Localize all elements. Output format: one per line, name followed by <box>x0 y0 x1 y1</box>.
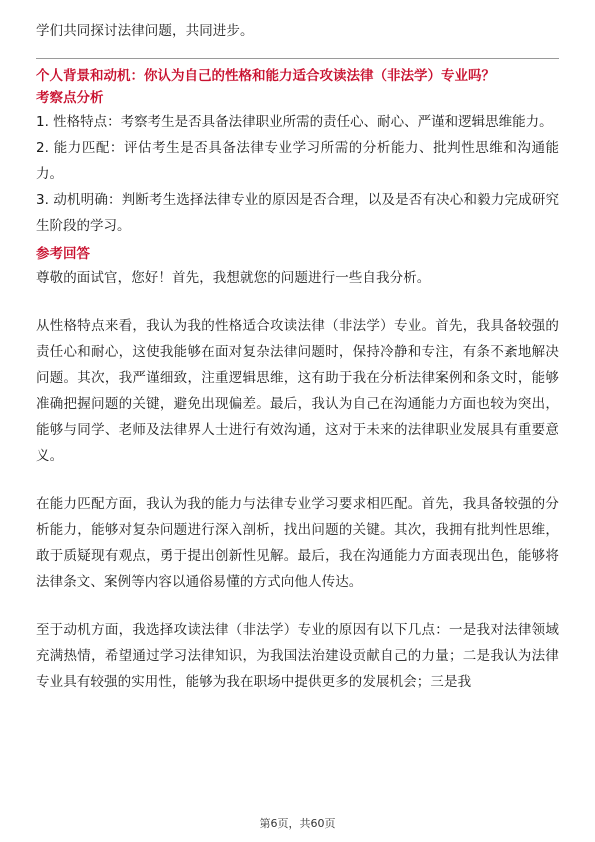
analysis-item-1: 1. 性格特点：考察考生是否具备法律职业所需的责任心、耐心、严谨和逻辑思维能力。 <box>36 114 553 130</box>
page-footer: 第6页，共60页 <box>259 817 336 830</box>
document-page <box>36 18 559 695</box>
answer-title: 参考回答 <box>36 246 90 262</box>
answer-paragraph-personality: 从性格特点来看，我认为我的性格适合攻读法律（非法学）专业。首先，我具备较强的责任心和耐心，这使我能够在面对复杂法律问题时，保持冷静和专注，有条不紊地解决问题。其次，我严谨细致，注重逻辑思维，这有助于我在分析法律案例和条文时，能够准确把握问题的关键，避免出现偏差。最后，我认为自己在沟通能力方面也较为突出，能够与同学、老师及法律界人士进行有效沟通，这对于未来的法律职业发展具有重要意义。 <box>36 318 559 464</box>
analysis-title: 考察点分析 <box>36 90 104 106</box>
analysis-item-2: 2. 能力匹配：评估考生是否具备法律专业学习所需的分析能力、批判性思维和沟通能力。 <box>36 140 559 182</box>
answer-paragraph-ability: 在能力匹配方面，我认为我的能力与法律专业学习要求相匹配。首先，我具备较强的分析能力，能够对复杂问题进行深入剖析，找出问题的关键。其次，我拥有批判性思维，敢于质疑现有观点，勇于提出创新性见解。最后，我在沟通能力方面表现出色，能够将法律条文、案例等内容以通俗易懂的方式向他人传达。 <box>36 496 559 590</box>
analysis-item-3: 3. 动机明确：判断考生选择法律专业的原因是否合理，以及是否有决心和毅力完成研究生阶段的学习。 <box>36 192 559 234</box>
intro-tail-text: 学们共同探讨法律问题，共同进步。 <box>36 23 254 39</box>
paragraph-gap <box>36 595 559 617</box>
answer-paragraph-motivation: 至于动机方面，我选择攻读法律（非法学）专业的原因有以下几点：一是我对法律领域充满热情，希望通过学习法律知识，为我国法治建设贡献自己的力量；二是我认为法律专业具有较强的实用性，能够为我在职场中提供更多的发展机会；三是我 <box>36 622 559 690</box>
section-divider <box>36 58 559 59</box>
answer-greeting: 尊敬的面试官，您好！首先，我想就您的问题进行一些自我分析。 <box>36 270 431 286</box>
paragraph-gap <box>36 291 559 313</box>
paragraph-gap <box>36 469 559 491</box>
question-heading: 个人背景和动机：你认为自己的性格和能力适合攻读法律（非法学）专业吗？ <box>36 68 495 84</box>
